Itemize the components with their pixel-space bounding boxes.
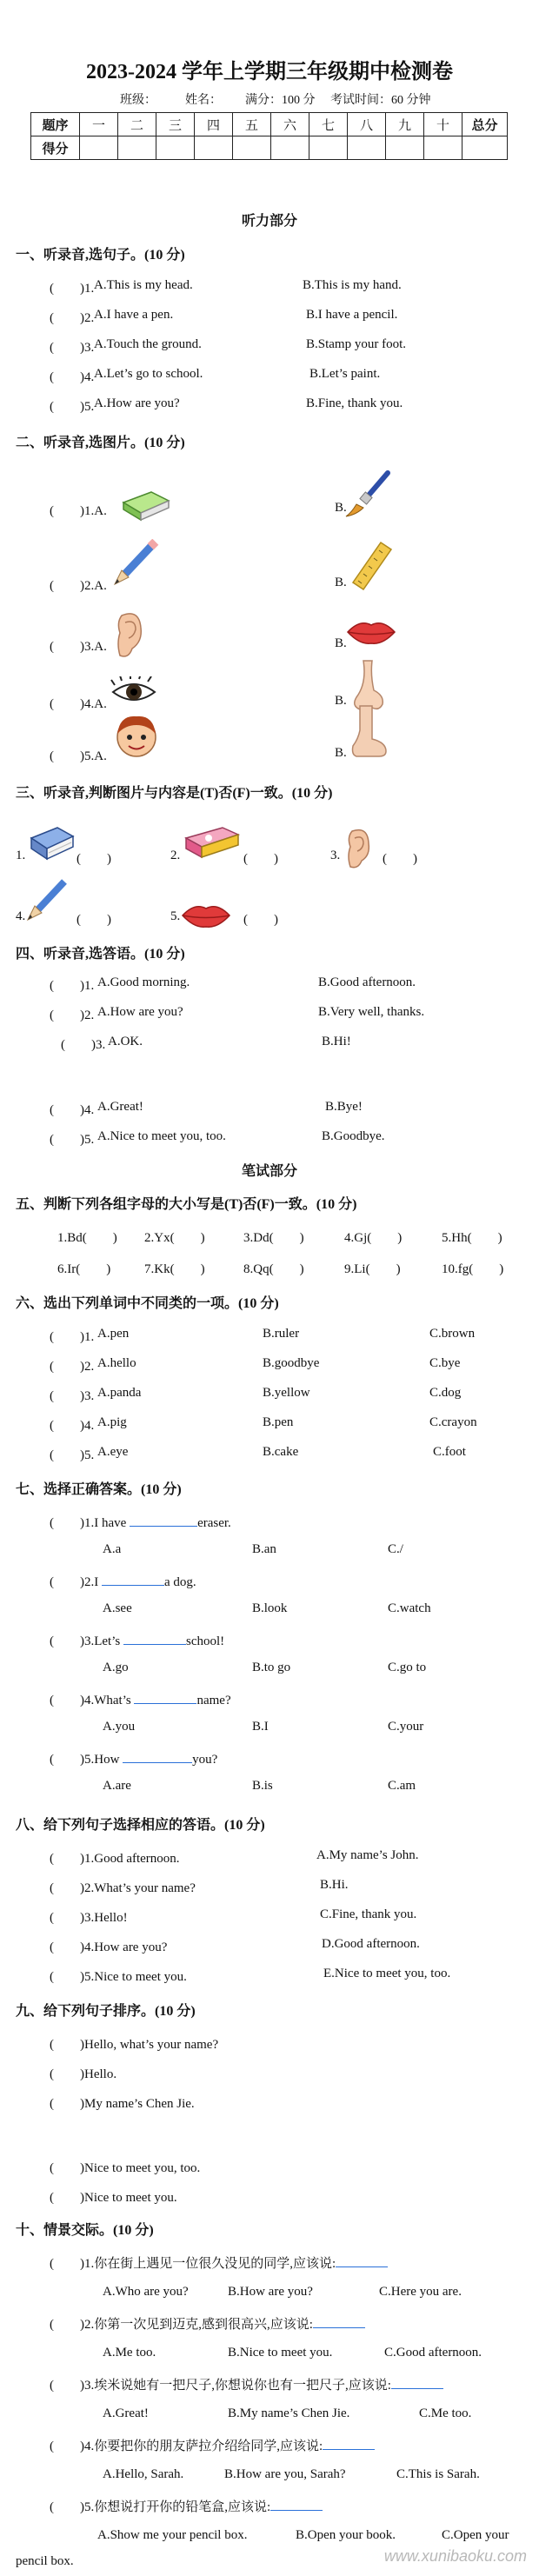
section-10-title: 十、情景交际。(10 分) <box>16 2223 154 2238</box>
s7-q2-prompt[interactable]: ( )2.I <box>50 1575 99 1589</box>
pencil-box-icon <box>183 822 242 861</box>
class-label: 班级： <box>120 94 156 107</box>
s10-q1-prompt[interactable]: ( )1.你在街上遇见一位很久没见的同学,应该说: <box>50 2257 336 2271</box>
s4-q4-option-a: A.Great! <box>97 1100 143 1114</box>
score-table-cell: 五 <box>233 113 271 136</box>
score-table-cell: 九 <box>386 113 424 136</box>
s5-item[interactable]: 7.Kk( ) <box>144 1262 205 1276</box>
s8-reply-c: C.Fine, thank you. <box>320 1907 417 1921</box>
answer-blank[interactable] <box>123 1751 192 1763</box>
answer-blank[interactable] <box>313 2316 365 2328</box>
s7-q5-option-c: C.am <box>388 1779 416 1793</box>
exam-time: 考试时间：60 分钟 <box>330 94 431 107</box>
s1-q1-option-b: B.This is my hand. <box>303 278 402 292</box>
s1-q1-blank[interactable]: ( )1. <box>50 282 95 296</box>
s3-q2-blank[interactable]: ( ) <box>243 852 278 866</box>
s2-q1-blank[interactable]: ( )1.A. <box>50 504 107 518</box>
s6-q5-blank[interactable]: ( )5. <box>50 1448 95 1462</box>
s4-q2-blank[interactable]: ( )2. <box>50 1008 95 1022</box>
s10-q5-option-b: B.Open your book. <box>296 2528 396 2542</box>
s10-q1 <box>50 2253 388 2272</box>
s6-q4-blank[interactable]: ( )4. <box>50 1419 95 1433</box>
score-input-cell[interactable] <box>462 136 508 160</box>
s2-q4-blank[interactable]: ( )4.A. <box>50 697 107 711</box>
answer-blank[interactable] <box>323 2438 375 2450</box>
s7-q2-stem <box>50 1572 196 1590</box>
s7-q3-option-b: B.to go <box>252 1661 291 1674</box>
s10-q2-option-a: A.Me too. <box>103 2346 156 2360</box>
pencil-icon <box>23 876 71 925</box>
s7-q4-stem <box>50 1690 231 1708</box>
s3-q2-number: 2. <box>170 849 181 862</box>
s7-q5-after: you? <box>192 1753 218 1767</box>
section-2-title: 二、听录音,选图片。(10 分) <box>16 436 185 450</box>
s10-q4 <box>50 2436 375 2454</box>
s6-q5-option-b: B.cake <box>263 1445 299 1459</box>
score-table-cell: 八 <box>348 113 386 136</box>
paintbrush-icon <box>344 466 396 518</box>
s6-q1-option-b: B.ruler <box>263 1327 300 1341</box>
s2-q1-option-b: B. <box>335 501 347 515</box>
s7-q5-option-b: B.is <box>252 1779 273 1793</box>
s7-q4-prompt[interactable]: ( )4.What’s <box>50 1694 131 1707</box>
s7-q4-option-b: B.I <box>252 1720 269 1734</box>
s7-q2-option-a: A.see <box>103 1601 132 1615</box>
section-6-title: 六、选出下列单词中不同类的一项。(10 分) <box>16 1296 279 1311</box>
s6-q1-option-a: A.pen <box>97 1327 130 1341</box>
watermark: www.xunibaoku.com <box>383 2547 527 2565</box>
s4-q1-blank[interactable]: ( )1. <box>50 979 95 993</box>
s8-reply-b: B.Hi. <box>320 1878 349 1892</box>
s6-q2-blank[interactable]: ( )2. <box>50 1360 95 1374</box>
score-input-cell[interactable] <box>233 136 271 160</box>
s4-q5-option-b: B.Goodbye. <box>322 1129 385 1143</box>
s9-sentence[interactable]: ( )Nice to meet you. <box>50 2191 177 2205</box>
s6-q5-option-c: C.foot <box>433 1445 466 1459</box>
section-9-title: 九、给下列句子排序。(10 分) <box>16 2004 196 2019</box>
s4-q1-option-a: A.Good morning. <box>97 975 190 989</box>
s10-q4-option-b: B.How are you, Sarah? <box>224 2467 346 2481</box>
ear-icon <box>113 609 144 661</box>
s2-q2-option-b: B. <box>335 576 347 589</box>
s5-item[interactable]: 8.Qq( ) <box>243 1262 304 1276</box>
s9-sentence[interactable]: ( )Hello. <box>50 2067 117 2081</box>
s6-q4-option-a: A.pig <box>97 1415 127 1429</box>
s10-q2 <box>50 2314 365 2333</box>
s4-q4-option-b: B.Bye! <box>325 1100 363 1114</box>
s6-q2-option-b: B.goodbye <box>263 1356 320 1370</box>
score-table-cell: 三 <box>156 113 195 136</box>
answer-blank[interactable] <box>270 2499 323 2511</box>
score-table-score-row <box>31 136 508 160</box>
s10-q5 <box>50 2497 323 2515</box>
foot-icon <box>348 704 389 760</box>
score-table-header-row <box>31 113 508 136</box>
section-3-title: 三、听录音,判断图片与内容是(T)否(F)一致。(10 分) <box>16 786 333 801</box>
score-input-cell[interactable] <box>348 136 386 160</box>
s5-item[interactable]: 5.Hh( ) <box>442 1231 502 1245</box>
s7-q1-option-a: A.a <box>103 1542 122 1556</box>
s7-q4-option-a: A.you <box>103 1720 136 1734</box>
score-table-cell: 总分 <box>462 113 508 136</box>
ear-icon <box>344 826 372 871</box>
score-table-cell: 题序 <box>31 113 80 136</box>
s7-q4-option-c: C.your <box>388 1720 424 1734</box>
score-input-cell[interactable] <box>156 136 195 160</box>
section-4-title: 四、听录音,选答语。(10 分) <box>16 947 185 962</box>
s5-item[interactable]: 6.Ir( ) <box>57 1262 111 1276</box>
score-table-cell: 一 <box>80 113 118 136</box>
s4-q3-option-b: B.Hi! <box>322 1035 351 1048</box>
eraser-icon <box>118 483 174 522</box>
section-7-title: 七、选择正确答案。(10 分) <box>16 1482 182 1497</box>
mouth-icon <box>344 617 398 647</box>
s6-q2-option-a: A.hello <box>97 1356 136 1370</box>
s4-q5-blank[interactable]: ( )5. <box>50 1133 95 1147</box>
score-input-cell[interactable] <box>309 136 348 160</box>
section-5-title: 五、判断下列各组字母的大小写是(T)否(F)一致。(10 分) <box>16 1197 357 1212</box>
score-table <box>30 112 508 160</box>
score-input-cell[interactable] <box>118 136 156 160</box>
s7-q3-prompt[interactable]: ( )3.Let’s <box>50 1634 121 1648</box>
answer-blank[interactable] <box>130 1514 197 1527</box>
s5-item[interactable]: 2.Yx( ) <box>144 1231 205 1245</box>
s10-q3-option-b: B.My name’s Chen Jie. <box>228 2406 350 2420</box>
book-icon <box>28 824 77 862</box>
score-input-cell[interactable] <box>80 136 118 160</box>
s6-q3-blank[interactable]: ( )3. <box>50 1389 95 1403</box>
name-label: 姓名： <box>185 94 222 107</box>
s4-q2-option-b: B.Very well, thanks. <box>318 1005 425 1019</box>
s10-q1-option-a: A.Who are you? <box>103 2285 189 2299</box>
ruler-icon <box>346 539 395 591</box>
s1-q3-option-a: A.Touch the ground. <box>94 337 202 351</box>
score-input-cell[interactable] <box>271 136 309 160</box>
s1-q4-blank[interactable]: ( )4. <box>50 370 95 384</box>
s3-q1-blank[interactable]: ( ) <box>77 852 111 866</box>
answer-blank[interactable] <box>391 2377 443 2389</box>
s7-q2-after: a dog. <box>164 1575 196 1589</box>
s7-q1-stem <box>50 1513 231 1531</box>
s10-q5-prompt[interactable]: ( )5.你想说打开你的铅笔盒,应该说: <box>50 2500 271 2514</box>
s8-reply-a: A.My name’s John. <box>316 1848 419 1862</box>
s7-q3-option-a: A.go <box>103 1661 129 1674</box>
s8-q3[interactable]: ( )3.Hello! <box>50 1911 128 1925</box>
score-table-cell: 七 <box>309 113 348 136</box>
answer-blank[interactable] <box>123 1633 186 1645</box>
s4-q3-option-a: A.OK. <box>108 1035 143 1048</box>
s7-q1-option-b: B.an <box>252 1542 276 1556</box>
score-table-cell: 二 <box>118 113 156 136</box>
answer-blank[interactable] <box>102 1574 164 1586</box>
s10-q3 <box>50 2375 443 2393</box>
s4-q4-blank[interactable]: ( )4. <box>50 1103 95 1117</box>
s10-q2-option-b: B.Nice to meet you. <box>228 2346 333 2360</box>
s9-sentence[interactable]: ( )My name’s Chen Jie. <box>50 2097 195 2111</box>
answer-blank[interactable] <box>134 1692 196 1704</box>
s7-q2-option-b: B.look <box>252 1601 288 1615</box>
s3-q4-blank[interactable]: ( ) <box>77 913 111 927</box>
s8-q2[interactable]: ( )2.What’s your name? <box>50 1881 196 1895</box>
score-input-cell[interactable] <box>195 136 233 160</box>
s8-q4[interactable]: ( )4.How are you? <box>50 1940 168 1954</box>
s7-q4-after: name? <box>196 1694 231 1707</box>
s8-q5[interactable]: ( )5.Nice to meet you. <box>50 1970 187 1984</box>
s9-sentence[interactable]: ( )Hello, what’s your name? <box>50 2038 219 2052</box>
section-1-title: 一、听录音,选句子。(10 分) <box>16 248 185 263</box>
s10-q3-prompt[interactable]: ( )3.埃米说她有一把尺子,你想说你也有一把尺子,应该说: <box>50 2379 391 2393</box>
s1-q2-option-a: A.I have a pen. <box>94 308 174 322</box>
s5-item[interactable]: 1.Bd( ) <box>57 1231 117 1245</box>
s1-q3-option-b: B.Stamp your foot. <box>306 337 406 351</box>
score-input-cell[interactable] <box>424 136 462 160</box>
s3-q5-blank[interactable]: ( ) <box>243 913 278 927</box>
s2-q2-blank[interactable]: ( )2.A. <box>50 579 107 593</box>
s1-q2-blank[interactable]: ( )2. <box>50 311 95 325</box>
s10-q1-option-b: B.How are you? <box>228 2285 313 2299</box>
s7-q3-after: school! <box>185 1634 225 1648</box>
s8-reply-e: E.Nice to meet you, too. <box>323 1967 451 1980</box>
score-input-cell[interactable] <box>386 136 424 160</box>
s2-q5-blank[interactable]: ( )5.A. <box>50 749 107 763</box>
s10-q4-option-a: A.Hello, Sarah. <box>103 2467 184 2481</box>
pencil-icon <box>108 539 160 591</box>
s1-q5-option-b: B.Fine, thank you. <box>306 396 403 410</box>
s10-q2-prompt[interactable]: ( )2.你第一次见到迈克,感到很高兴,应该说: <box>50 2318 313 2332</box>
s7-q5-stem <box>50 1749 217 1767</box>
score-table-cell: 十 <box>424 113 462 136</box>
s10-q5-option-c: C.Open your <box>442 2528 509 2542</box>
s7-q1-prompt[interactable]: ( )1.I have <box>50 1516 127 1530</box>
s1-q5-blank[interactable]: ( )5. <box>50 400 95 414</box>
s6-q1-blank[interactable]: ( )1. <box>50 1330 95 1344</box>
s3-q3-blank[interactable]: ( ) <box>383 852 417 866</box>
s7-q5-prompt[interactable]: ( )5.How <box>50 1753 120 1767</box>
s2-q3-blank[interactable]: ( )3.A. <box>50 640 107 654</box>
s1-q3-blank[interactable]: ( )3. <box>50 341 95 355</box>
mouth-icon <box>179 901 233 930</box>
s3-q4-number: 4. <box>16 909 26 923</box>
face-icon <box>113 711 160 760</box>
score-table-cell: 六 <box>271 113 309 136</box>
page-title: 2023-2024 学年上学期三年级期中检测卷 <box>86 61 453 83</box>
s10-q2-option-c: C.Good afternoon. <box>384 2346 482 2360</box>
listening-section-header: 听力部分 <box>241 214 297 229</box>
s7-q1-option-c: C./ <box>388 1542 403 1556</box>
s6-q1-option-c: C.brown <box>429 1327 476 1341</box>
s4-q3-blank[interactable]: ( )3. <box>61 1038 106 1052</box>
s9-sentence[interactable]: ( )Nice to meet you, too. <box>50 2161 201 2175</box>
s5-item[interactable]: 4.Gj( ) <box>344 1231 403 1245</box>
s1-q2-option-b: B.I have a pencil. <box>306 308 398 322</box>
s3-q5-number: 5. <box>170 909 181 923</box>
score-table-cell: 四 <box>195 113 233 136</box>
s10-q3-option-c: C.Me too. <box>419 2406 472 2420</box>
s5-item[interactable]: 3.Dd( ) <box>243 1231 304 1245</box>
s10-q5-option-a: A.Show me your pencil box. <box>97 2528 248 2542</box>
s5-item[interactable]: 9.Li( ) <box>344 1262 401 1276</box>
s7-q2-option-c: C.watch <box>388 1601 431 1615</box>
s1-q4-option-a: A.Let’s go to school. <box>94 367 203 381</box>
s2-q3-option-b: B. <box>335 636 347 650</box>
s7-q1-after: eraser. <box>197 1516 231 1530</box>
written-section-header: 笔试部分 <box>241 1164 297 1179</box>
s7-q3-option-c: C.go to <box>388 1661 427 1674</box>
s2-q4-option-b: B. <box>335 694 347 708</box>
s10-q4-option-c: C.This is Sarah. <box>396 2467 480 2481</box>
section-8-title: 八、给下列句子选择相应的答语。(10 分) <box>16 1818 265 1833</box>
s4-q5-option-a: A.Nice to meet you, too. <box>97 1129 226 1143</box>
s6-q2-option-c: C.bye <box>429 1356 461 1370</box>
s10-q1-option-c: C.Here you are. <box>379 2285 462 2299</box>
s7-q3-stem <box>50 1631 224 1649</box>
s6-q3-option-b: B.yellow <box>263 1386 310 1400</box>
s4-q2-option-a: A.How are you? <box>97 1005 183 1019</box>
s3-q3-number: 3. <box>330 849 341 862</box>
s2-q5-option-b: B. <box>335 746 347 760</box>
s1-q1-option-a: A.This is my head. <box>94 278 193 292</box>
s6-q3-option-a: A.panda <box>97 1386 142 1400</box>
s6-q4-option-c: C.crayon <box>429 1415 477 1429</box>
full-score: 满分：100 分 <box>245 94 316 107</box>
s10-q4-prompt[interactable]: ( )4.你要把你的朋友萨拉介绍给同学,应该说: <box>50 2440 323 2453</box>
eye-icon <box>110 676 158 708</box>
s4-q1-option-b: B.Good afternoon. <box>318 975 416 989</box>
s5-item[interactable]: 10.fg( ) <box>442 1262 504 1276</box>
s8-q1[interactable]: ( )1.Good afternoon. <box>50 1852 180 1866</box>
score-row-label: 得分 <box>31 136 80 160</box>
s7-q5-option-a: A.are <box>103 1779 131 1793</box>
s8-reply-d: D.Good afternoon. <box>322 1937 420 1951</box>
s6-q3-option-c: C.dog <box>429 1386 462 1400</box>
s6-q5-option-a: A.eye <box>97 1445 129 1459</box>
s10-q5-option-c-cont: pencil box. <box>16 2554 74 2568</box>
answer-blank[interactable] <box>336 2255 388 2267</box>
s1-q4-option-b: B.Let’s paint. <box>309 367 381 381</box>
s10-q3-option-a: A.Great! <box>103 2406 149 2420</box>
s1-q5-option-a: A.How are you? <box>94 396 180 410</box>
s3-q1-number: 1. <box>16 849 26 862</box>
s6-q4-option-b: B.pen <box>263 1415 294 1429</box>
